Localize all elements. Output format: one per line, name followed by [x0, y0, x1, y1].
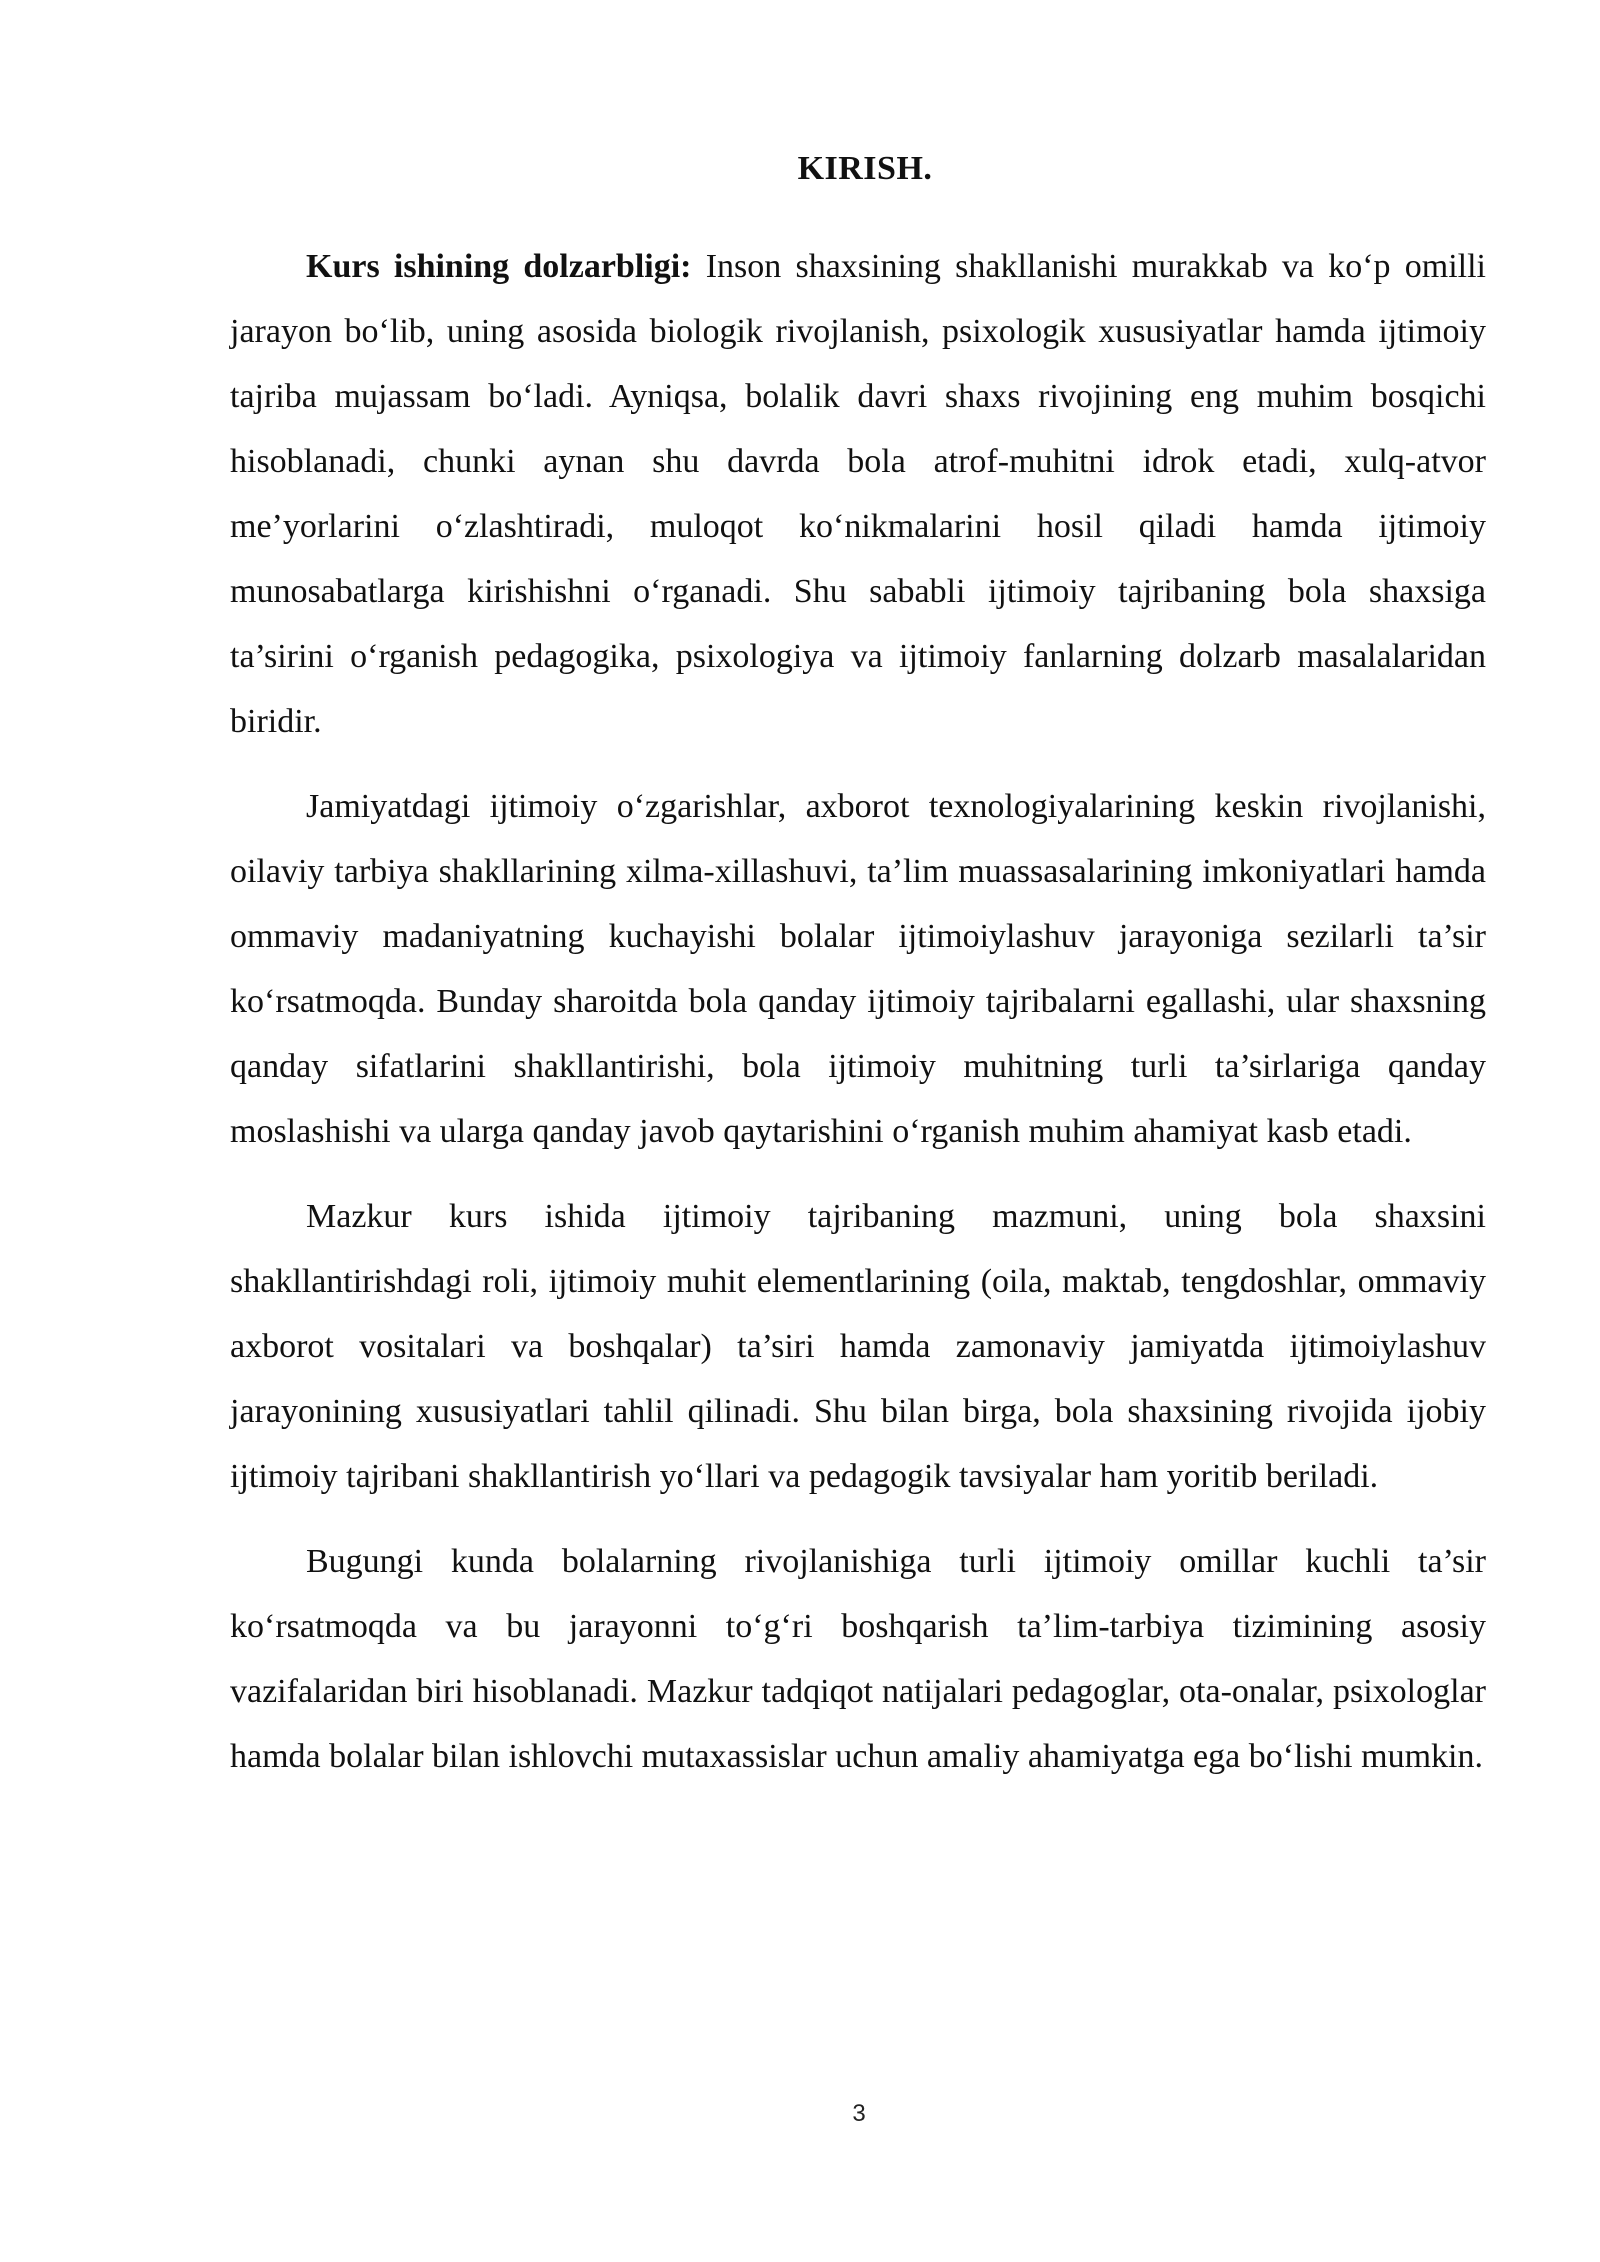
paragraph-social-changes: Jamiyatdagi ijtimoiy o‘zgarishlar, axborot texnologiyalarining keskin rivojlanishi, oilaviy tarbiya shakllarining xilma-xillashuvi, ta’lim muassasalarining imkoniyatlari hamda ommaviy madaniyatning kuchayishi bolalar ijtimoiylashuv jarayoniga sezilarli ta’sir ko‘rsatmoqda. Bunday sharoitda bola qanday ijtimoiy tajribalarni egallashi, ular shaxsning qanday sifatlarini shakllantirishi, bola ijtimoiy muhitning turli ta’sirlariga qanday moslashishi va ularga qanday javob qaytarishini o‘rganish muhim ahamiyat kasb etadi.	[230, 788, 1486, 1150]
paragraph-course-scope: Mazkur kurs ishida ijtimoiy tajribaning mazmuni, uning bola shaxsini shakllantirishdagi roli, ijtimoiy muhit elementlarining (oila, maktab, tengdoshlar, ommaviy axborot vositalari va boshqalar) ta’siri hamda zamonaviy jamiyatda ijtimoiylashuv jarayonining xususiyatlari tahlil qilinadi. Shu bilan birga, bola shaxsining rivojida ijobiy ijtimoiy tajribani shakllantirish yo‘llari va pedagogik tavsiyalar ham yoritib beriladi.	[230, 1198, 1486, 1495]
paragraph-text: Inson shaxsining shakllanishi murakkab va ko‘p omilli jarayon bo‘lib, uning asosida biologik rivojlanish, psixologik xususiyatlar hamda ijtimoiy tajriba mujassam bo‘ladi. Ayniqsa, bolalik davri shaxs rivojining eng muhim bosqichi hisoblanadi, chunki aynan shu davrda bola atrof-muhitni idrok etadi, xulq-atvor me’yorlarini o‘zlashtiradi, muloqot ko‘nikmalarini hosil qiladi hamda ijtimoiy munosabatlarga kirishishni o‘rganadi. Shu sababli ijtimoiy tajribaning bola shaxsiga ta’sirini o‘rganish pedagogika, psixologiya va ijtimoiy fanlarning dolzarb masalalaridan biridir.	[230, 248, 1486, 740]
page-heading: KIRISH.	[797, 150, 933, 187]
body-text	[230, 234, 1486, 1809]
paragraph-practical-value: Bugungi kunda bolalarning rivojlanishiga turli ijtimoiy omillar kuchli ta’sir ko‘rsatmoqda va bu jarayonni to‘g‘ri boshqarish ta’lim-tarbiya tizimining asosiy vazifalaridan biri hisoblanadi. Mazkur tadqiqot natijalari pedagoglar, ota-onalar, psixologlar hamda bolalar bilan ishlovchi mutaxassislar uchun amaliy ahamiyatga ega bo‘lishi mumkin.	[230, 1543, 1486, 1775]
paragraph-relevance	[230, 234, 1486, 754]
paragraph-lead: Kurs ishining dolzarbligi:	[306, 248, 692, 285]
page-number: 3	[852, 2100, 866, 2127]
